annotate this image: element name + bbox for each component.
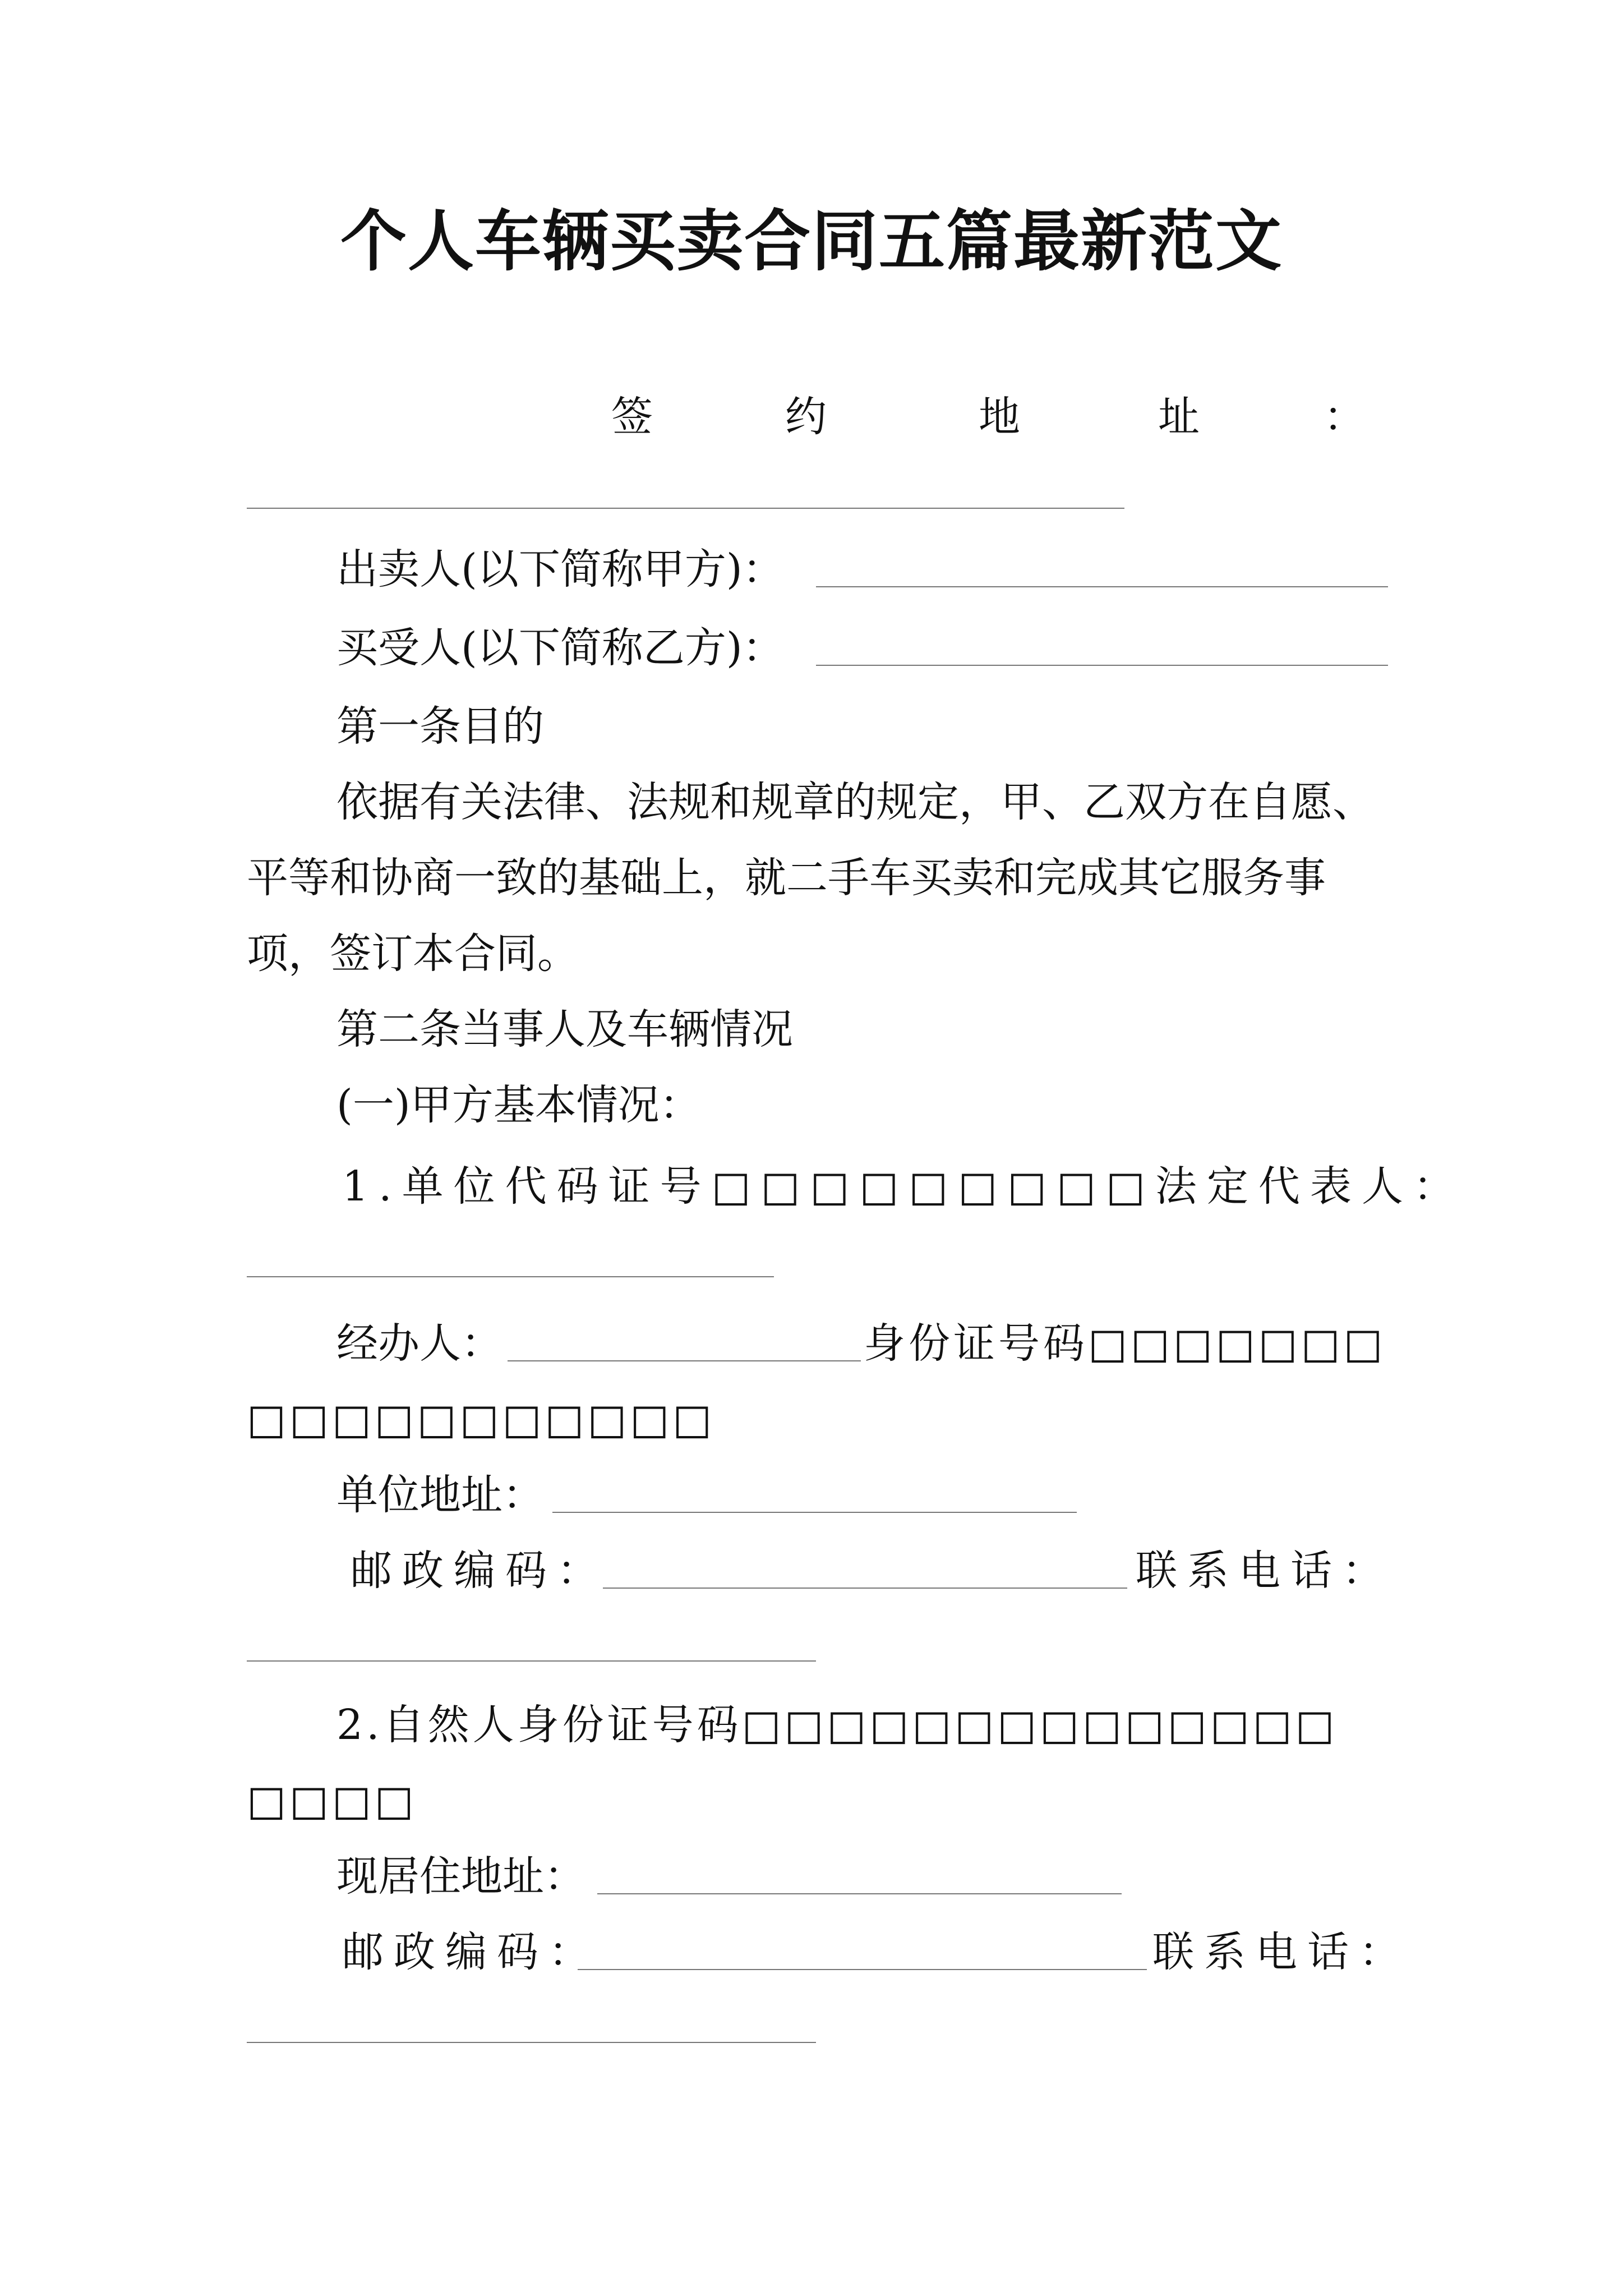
org-postcode-label: 邮政编码： xyxy=(351,1547,608,1595)
org-address-label: 单位地址： xyxy=(336,1471,544,1519)
sign-place-blank[interactable] xyxy=(247,508,1124,509)
residence-address-label: 现居住地址： xyxy=(336,1852,585,1901)
sign-place-colon: ： xyxy=(1324,393,1365,441)
org-phone-blank[interactable] xyxy=(247,1660,816,1662)
sign-place-char-4: 址 xyxy=(1158,393,1200,441)
person-postcode-label: 邮政编码： xyxy=(342,1928,600,1976)
agent-label: 经办人： xyxy=(336,1319,502,1368)
seller-label: 出卖人(以下简称甲方)： xyxy=(336,545,784,593)
buyer-blank[interactable] xyxy=(816,665,1388,666)
sign-place-char-1: 签 xyxy=(611,393,653,441)
article1-text-line1: 依据有关法律、法规和规章的规定，甲、乙双方在自愿、 xyxy=(336,778,1374,826)
person-postcode-blank[interactable] xyxy=(578,1969,1147,1970)
buyer-label: 买受人(以下简称乙方)： xyxy=(336,624,784,672)
person-id-line1: 2.自然人身份证号码□□□□□□□□□□□□□□ xyxy=(336,1701,1338,1749)
person-id-line2: □□□□ xyxy=(247,1777,417,1825)
article1-text-line2: 平等和协商一致的基础上，就二手车买卖和完成其它服务事 xyxy=(247,854,1326,902)
org-phone-label: 联系电话： xyxy=(1136,1547,1394,1595)
page-title: 个人车辆买卖合同五篇最新范文 xyxy=(340,202,1283,280)
article2-heading: 第二条当事人及车辆情况 xyxy=(336,1005,793,1053)
person-phone-blank[interactable] xyxy=(247,2042,816,2043)
org-postcode-blank[interactable] xyxy=(603,1588,1127,1589)
agent-blank[interactable] xyxy=(508,1360,861,1361)
org-code-line: 1.单位代码证号□□□□□□□□□法定代表人： xyxy=(342,1162,1465,1211)
sign-place-char-2: 约 xyxy=(785,393,827,441)
agent-id-label: 身份证号码□□□□□□□ xyxy=(864,1319,1386,1368)
legal-rep-blank[interactable] xyxy=(247,1276,774,1277)
article1-heading: 第一条目的 xyxy=(336,702,544,751)
residence-address-blank[interactable] xyxy=(597,1893,1122,1894)
article1-text-line3: 项，签订本合同。 xyxy=(247,930,579,978)
party-a-heading: (一)甲方基本情况： xyxy=(336,1081,701,1129)
org-address-blank[interactable] xyxy=(552,1512,1077,1513)
seller-blank[interactable] xyxy=(816,586,1388,587)
agent-id-boxes: □□□□□□□□□□□ xyxy=(247,1395,716,1443)
sign-place-char-3: 地 xyxy=(979,393,1020,441)
person-phone-label: 联系电话： xyxy=(1152,1928,1410,1976)
